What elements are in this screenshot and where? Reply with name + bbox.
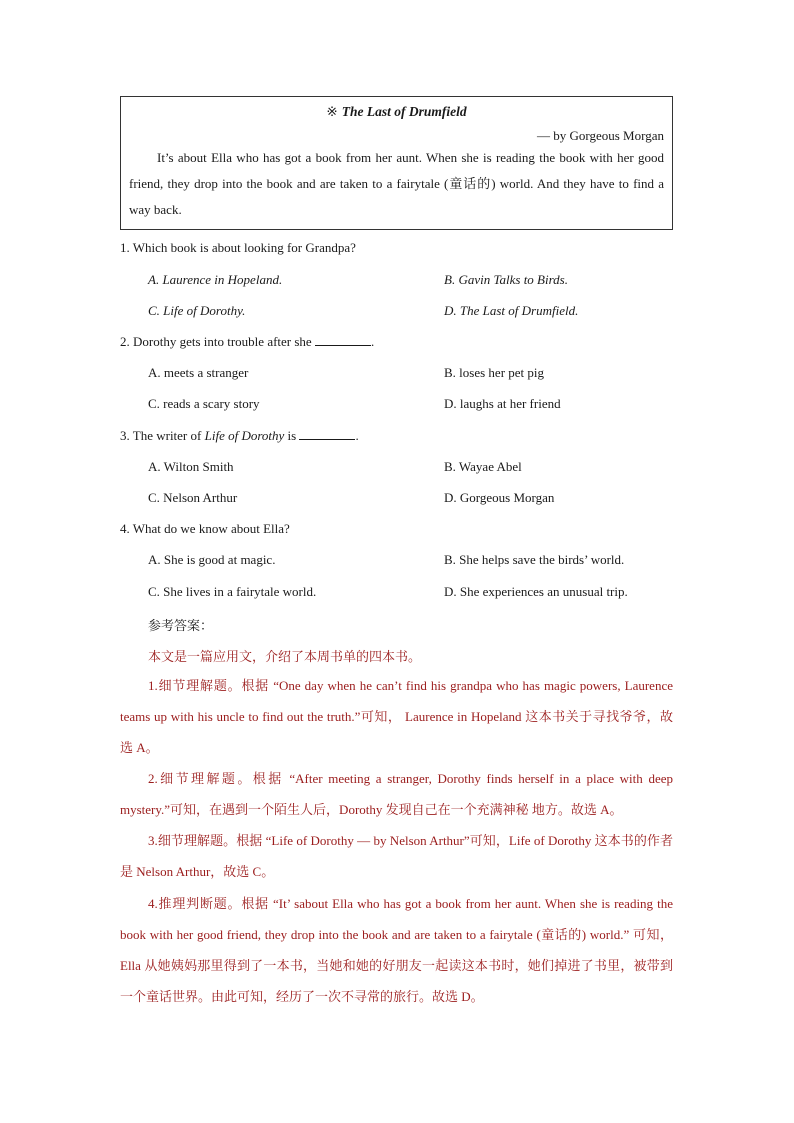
answer-blank (299, 428, 355, 440)
question-3-option-c: C. Nelson Arthur (148, 490, 238, 505)
answer-key-heading: 参考答案： (148, 618, 214, 633)
answer-explanation-2: 2.细节理解题。根据 “After meeting a stranger, Dorothy finds herself in a place with deep mystery.”可知，在遇到一个陌生人后，Dorothy 发现自己在一个充满神秘 地方。故选 A。 (120, 771, 673, 817)
question-3: 3. The writer of Life of Dorothy is . (120, 428, 359, 443)
question-1-option-d: D. The Last of Drumfield. (444, 303, 579, 318)
question-4-option-c: C. She lives in a fairytale world. (148, 584, 317, 599)
answer-explanation-1: 1.细节理解题。根据 “One day when he can’t find his grandpa who has magic powers, Laurence teams up with his uncle to find out the truth.”可知， Laurence in Hopeland 这本书关于寻找爷爷，故选 A。 (120, 678, 673, 755)
passage-body: It’s about Ella who has got a book from her aunt. When she is reading the book with her good friend, they drop into the book and are taken to a fairytale (童话的) world. And they have to find a way back. (129, 150, 664, 217)
passage-author: — by Gorgeous Morgan (537, 128, 664, 143)
question-4-option-d: D. She experiences an unusual trip. (444, 584, 628, 599)
passage-title-text: The Last of Drumfield (341, 104, 467, 119)
question-1-option-c: C. Life of Dorothy. (148, 303, 246, 318)
question-2-option-a: A. meets a stranger (148, 365, 249, 380)
question-1-option-b: B. Gavin Talks to Birds. (444, 272, 568, 287)
question-4-option-a: A. She is good at magic. (148, 552, 276, 567)
question-1: 1. Which book is about looking for Grandpa? (120, 240, 356, 255)
question-3-option-b: B. Wayae Abel (444, 459, 522, 474)
question-3-option-d: D. Gorgeous Morgan (444, 490, 555, 505)
question-2-option-d: D. laughs at her friend (444, 396, 561, 411)
answer-explanation-4: 4.推理判断题。根据 “It’ sabout Ella who has got a book from her aunt. When she is reading the book with her good friend, they drop into the book and are taken to a fairytale (童话的) world.” 可知，Ella 从她姨妈那里得到了一本书，当她和她的好朋友一起读这本书时，她们掉进了书里，被带到一个童话世界。由此可知，经历了一次不寻常的旅行。故选 D。 (120, 896, 673, 1004)
question-4: 4. What do we know about Ella? (120, 521, 290, 536)
question-3-option-a: A. Wilton Smith (148, 459, 234, 474)
answer-intro: 本文是一篇应用文，介绍了本周书单的四本书。 (148, 649, 422, 664)
question-1-option-a: A. Laurence in Hopeland. (148, 272, 283, 287)
reference-mark: ※ (326, 104, 338, 119)
passage-title (121, 104, 672, 120)
answer-blank (315, 334, 371, 346)
question-2-option-b: B. loses her pet pig (444, 365, 545, 380)
question-4-option-b: B. She helps save the birds’ world. (444, 552, 625, 567)
passage-box (120, 96, 673, 230)
question-2-option-c: C. reads a scary story (148, 396, 260, 411)
answer-explanation-3: 3.细节理解题。根据 “Life of Dorothy — by Nelson Arthur”可知，Life of Dorothy 这本书的作者是 Nelson Arthur，故选 C。 (120, 833, 673, 879)
question-2: 2. Dorothy gets into trouble after she . (120, 334, 375, 349)
